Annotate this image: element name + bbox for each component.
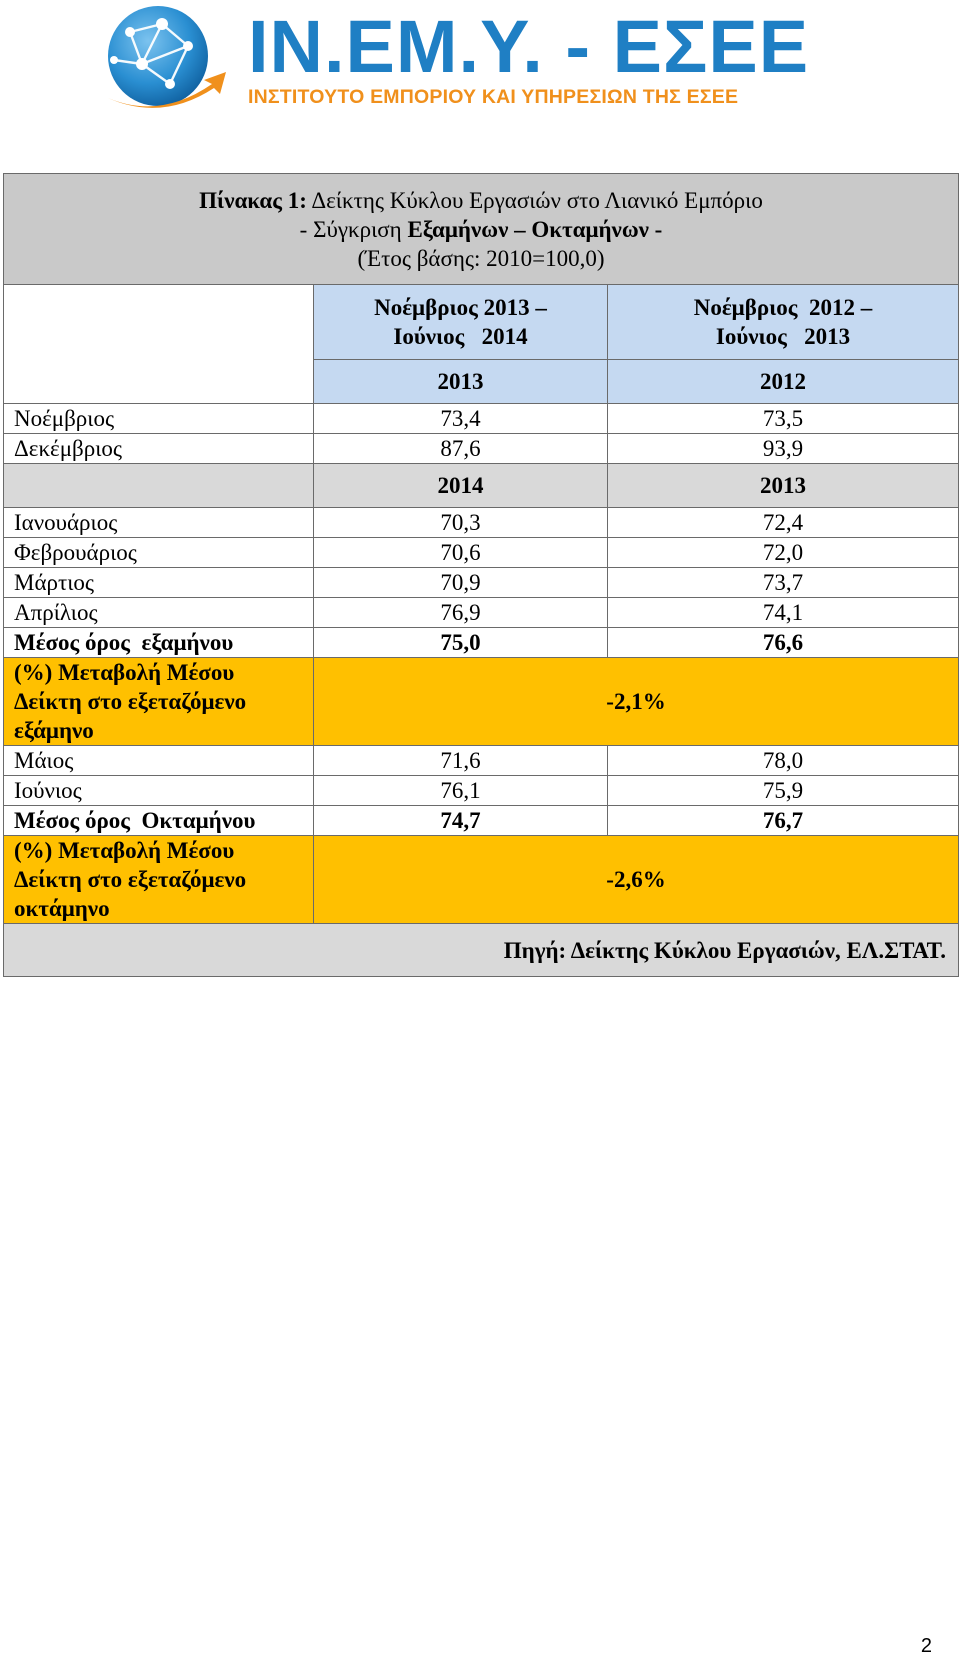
year-header-a: 2014 [314, 464, 608, 508]
table-row [4, 598, 959, 628]
table-title-row [4, 174, 959, 285]
avg8-value-a: 74,7 [314, 806, 608, 836]
value-b: 73,7 [608, 568, 959, 598]
year-header-b: 2013 [608, 464, 959, 508]
avg6-value-b: 76,6 [608, 628, 959, 658]
change8-label-line3: οκτάμηνο [14, 896, 110, 921]
eight-month-change-row [4, 836, 959, 924]
value-b: 73,5 [608, 404, 959, 434]
month-label: Φεβρουάριος [4, 538, 314, 568]
avg8-label: Μέσος όρος Οκταμήνου [4, 806, 314, 836]
table-row [4, 538, 959, 568]
period-header-b [608, 285, 959, 360]
value-b: 72,0 [608, 538, 959, 568]
table-row [4, 746, 959, 776]
year-header-b: 2012 [608, 360, 959, 404]
change6-label-line1: (%) Μεταβολή Μέσου [14, 660, 235, 685]
value-a: 71,6 [314, 746, 608, 776]
brand-title: IN.EM.Y. - ΕΣΕΕ [248, 5, 810, 88]
source-note: Πηγή: Δείκτης Κύκλου Εργασιών, ΕΛ.ΣΤΑΤ. [4, 924, 959, 977]
month-label: Μάρτιος [4, 568, 314, 598]
value-b: 78,0 [608, 746, 959, 776]
change6-label-line3: εξάμηνο [14, 718, 94, 743]
period-b-line1: Νοέμβριος 2012 – [693, 295, 873, 320]
table-row [4, 568, 959, 598]
eight-month-average-row [4, 806, 959, 836]
change6-value: -2,1% [314, 658, 959, 746]
period-header-row [4, 285, 959, 360]
period-a-line1: Νοέμβριος 2013 – [374, 295, 547, 320]
month-label: Απρίλιος [4, 598, 314, 628]
value-b: 75,9 [608, 776, 959, 806]
retail-turnover-table [3, 173, 958, 977]
empty-label-cell [4, 464, 314, 508]
six-month-average-row [4, 628, 959, 658]
change8-label-line1: (%) Μεταβολή Μέσου [14, 838, 235, 863]
value-a: 70,6 [314, 538, 608, 568]
page-number: 2 [920, 1635, 932, 1657]
table-row [4, 508, 959, 538]
brand-subtitle: ΙΝΣΤΙΤΟΥΤΟ ΕΜΠΟΡΙΟΥ ΚΑΙ ΥΠΗΡΕΣΙΩΝ ΤΗΣ ΕΣΕΕ [248, 86, 739, 108]
month-label: Μάιος [4, 746, 314, 776]
logo-header [100, 0, 820, 120]
value-a: 73,4 [314, 404, 608, 434]
change8-value: -2,6% [314, 836, 959, 924]
year-header-a: 2013 [314, 360, 608, 404]
table-title [4, 174, 959, 285]
period-a-line2: Ιούνιος 2014 [393, 324, 528, 349]
change8-label [4, 836, 314, 924]
value-b: 74,1 [608, 598, 959, 628]
month-label: Δεκέμβριος [4, 434, 314, 464]
value-a: 76,1 [314, 776, 608, 806]
month-label: Ιανουάριος [4, 508, 314, 538]
table-row [4, 434, 959, 464]
table-title-line-3: (Έτος βάσης: 2010=100,0) [357, 245, 605, 271]
table-title-line-2: - Σύγκριση Εξαμήνων – Οκταμήνων - [299, 216, 663, 242]
value-a: 70,9 [314, 568, 608, 598]
value-a: 76,9 [314, 598, 608, 628]
avg6-value-a: 75,0 [314, 628, 608, 658]
period-header-a [314, 285, 608, 360]
month-label: Νοέμβριος [4, 404, 314, 434]
table-row [4, 776, 959, 806]
six-month-change-row [4, 658, 959, 746]
change6-label-line2: Δείκτη στο εξεταζόμενο [14, 689, 247, 714]
value-a: 70,3 [314, 508, 608, 538]
year-header-row-2 [4, 464, 959, 508]
empty-corner-cell [4, 285, 314, 404]
change6-label [4, 658, 314, 746]
month-label: Ιούνιος [4, 776, 314, 806]
avg8-value-b: 76,7 [608, 806, 959, 836]
table-title-line-1: Πίνακας 1: Δείκτης Κύκλου Εργασιών στο Λιανικό Εμπόριο [199, 187, 763, 213]
period-b-line2: Ιούνιος 2013 [715, 324, 851, 349]
globe-network-icon [100, 2, 230, 117]
value-b: 93,9 [608, 434, 959, 464]
value-b: 72,4 [608, 508, 959, 538]
source-row [4, 924, 959, 977]
table-row [4, 404, 959, 434]
change8-label-line2: Δείκτη στο εξεταζόμενο [14, 867, 247, 892]
avg6-label: Μέσος όρος εξαμήνου [4, 628, 314, 658]
value-a: 87,6 [314, 434, 608, 464]
